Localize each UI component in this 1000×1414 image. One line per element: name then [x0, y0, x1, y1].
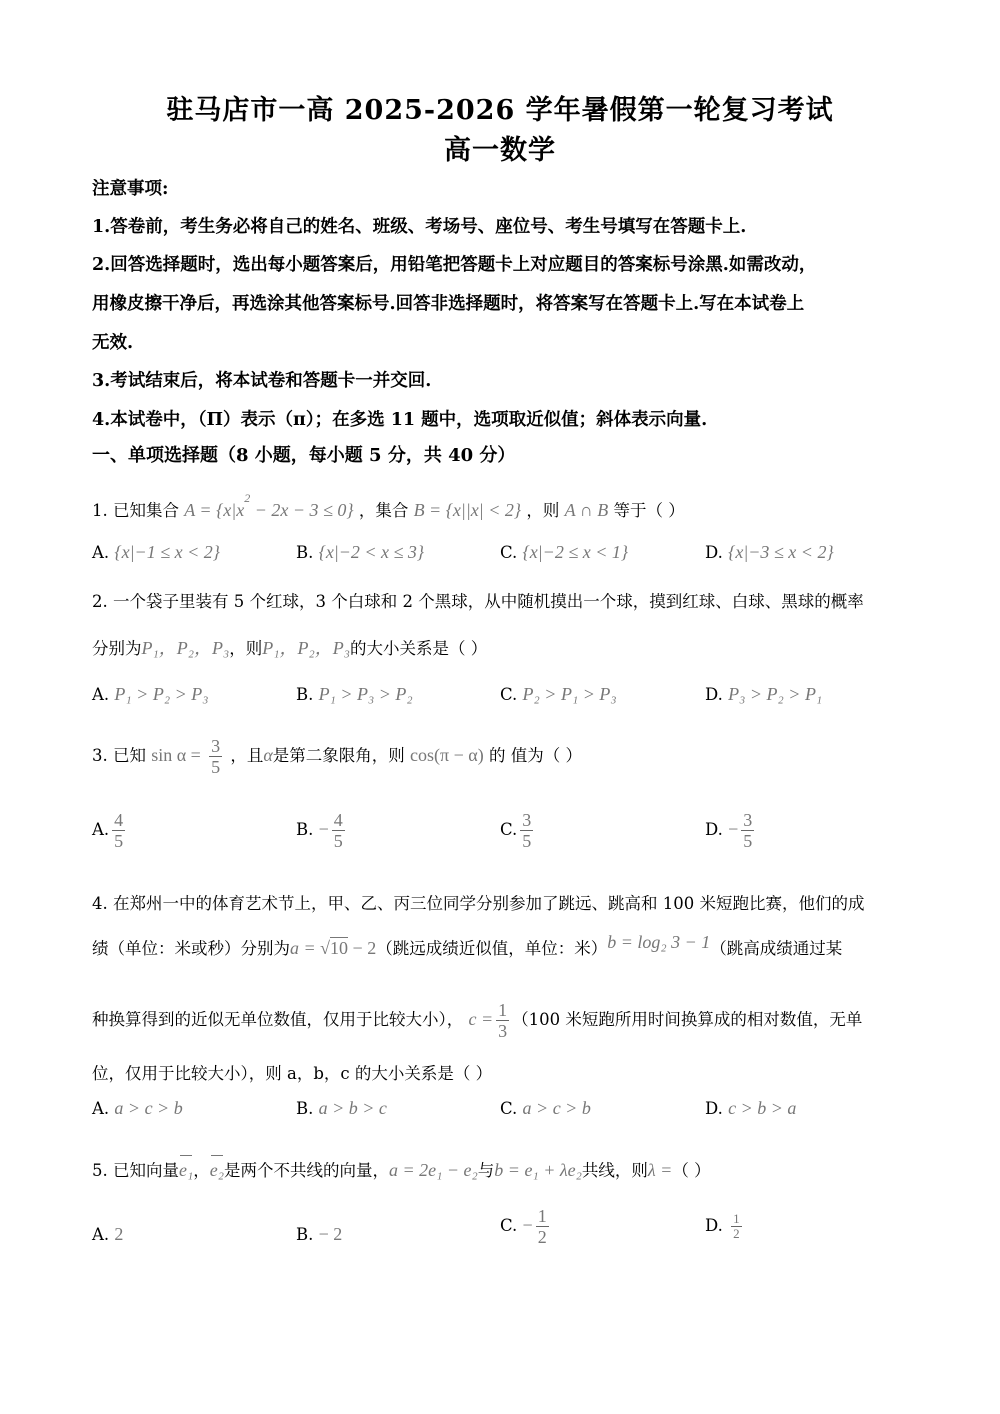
q2-option-b: B. P₁ > P₃ > P₂: [296, 684, 413, 704]
question-4-line-1: 4. 在郑州一中的体育艺术节上，甲、乙、丙三位同学分别参加了跳远、跳高和 100 米短跑比赛，他们的成: [92, 894, 865, 913]
q4-option-d: D. c > b > a: [705, 1098, 797, 1118]
q5-option-a: A. 2: [92, 1224, 124, 1244]
q1-option-a: A. {x|−1 ≤ x < 2}: [92, 542, 220, 562]
q5-option-b: B. − 2: [296, 1224, 343, 1244]
q4-option-a: A. a > c > b: [92, 1098, 183, 1118]
q1-set-b: B = {x||x| < 2}: [413, 500, 522, 520]
q4-option-c: C. a > c > b: [500, 1098, 591, 1118]
q1-lead: 1. 已知集合: [92, 501, 179, 520]
q4-option-b: B. a > b > c: [296, 1098, 387, 1118]
question-3: 3. 已知 sin α = $\frac{3}{5}$ ，且α是第二象限角，则 cos(π − α) 的 值为（ ）: [92, 736, 582, 777]
q3-option-d: D. − $\frac{3}{5}$: [705, 810, 753, 851]
q1-tail-2: 等于（ ）: [613, 501, 685, 520]
question-5: 5. 已知向量e₁，e₂是两个不共线的向量，a = 2e₁ − e₂与b = e₁ + λe₂共线，则λ =（ ）: [92, 1160, 711, 1180]
question-4-line-4: 位，仅用于比较大小），则 a，b，c 的大小关系是（ ）: [92, 1064, 493, 1083]
q2-option-d: D. P₃ > P₂ > P₁: [705, 684, 823, 704]
exam-title: 驻马店市一高 2025-2026 学年暑假第一轮复习考试: [166, 95, 834, 126]
notice-item-2-line-1: 2.回答选择题时，选出每小题答案后，用铅笔把答题卡上对应题目的答案标号涂黑.如需改动，: [92, 255, 817, 275]
q1-mid: ，集合: [358, 501, 409, 520]
q1-option-d: D. {x|−3 ≤ x < 2}: [705, 542, 834, 562]
q3-option-b: B. − $\frac{4}{5}$: [296, 810, 343, 851]
q1-tail-1: ，则: [526, 501, 560, 520]
q1-option-b: B. {x|−2 < x ≤ 3}: [296, 542, 425, 562]
notice-item-2-line-2: 用橡皮擦干净后，再选涂其他答案标号.回答非选择题时，将答案写在答题卡上.写在本试卷上: [92, 294, 805, 314]
question-4-line-3: 种换算得到的近似无单位数值，仅用于比较大小）， c = $\frac{1}{3}$ （100 米短跑所用时间换算成的相对数值，无单: [92, 1000, 863, 1041]
exam-subtitle: 高一数学: [444, 135, 556, 166]
question-4-line-2: 绩（单位：米或秒）分别为a = √10 − 2（跳远成绩近似值，单位：米）b = log₂ 3 − 1（跳高成绩通过某: [92, 932, 843, 958]
notice-item-4: 4.本试卷中，（Π）表示（π）；在多选 11 题中，选项取近似值；斜体表示向量.: [92, 410, 708, 430]
q2-option-a: A. P₁ > P₂ > P₃: [92, 684, 209, 704]
section-heading: 一、单项选择题（8 小题，每小题 5 分，共 40 分）: [92, 445, 516, 466]
q1-expr: A ∩ B: [564, 500, 609, 520]
question-2-line-2: 分别为P₁，P₂，P₃，则P₁，P₂，P₃的大小关系是（ ）: [92, 638, 488, 658]
q2-option-c: C. P₂ > P₁ > P₃: [500, 684, 617, 704]
q5-option-c: C. − $\frac{1}{2}$: [500, 1206, 547, 1247]
notice-item-1: 1.答卷前，考生务必将自己的姓名、班级、考场号、座位号、考生号填写在答题卡上.: [92, 217, 747, 237]
notice-item-2-line-3: 无效.: [92, 333, 134, 353]
q1-set-a: $A = \{x|x^2 - 2x - 3 \le 0\}$: [184, 491, 354, 520]
q3-option-c: C. $\frac{3}{5}$: [500, 810, 532, 851]
q3-option-a: A. $\frac{4}{5}$: [92, 810, 124, 851]
question-2-line-1: 2. 一个袋子里装有 5 个红球，3 个白球和 2 个黑球，从中随机摸出一个球，摸到红球、白球、黑球的概率: [92, 592, 864, 611]
notice-heading: 注意事项:: [92, 179, 169, 199]
question-1: [92, 491, 912, 524]
q5-option-d: D. $\frac{1}{2}$: [705, 1211, 740, 1241]
q1-option-c: C. {x|−2 ≤ x < 1}: [500, 542, 629, 562]
q3-fraction: $\frac{3}{5}$: [211, 736, 221, 777]
notice-item-2: [92, 246, 922, 363]
notice-item-3: 3.考试结束后，将本试卷和答题卡一并交回.: [92, 371, 432, 391]
